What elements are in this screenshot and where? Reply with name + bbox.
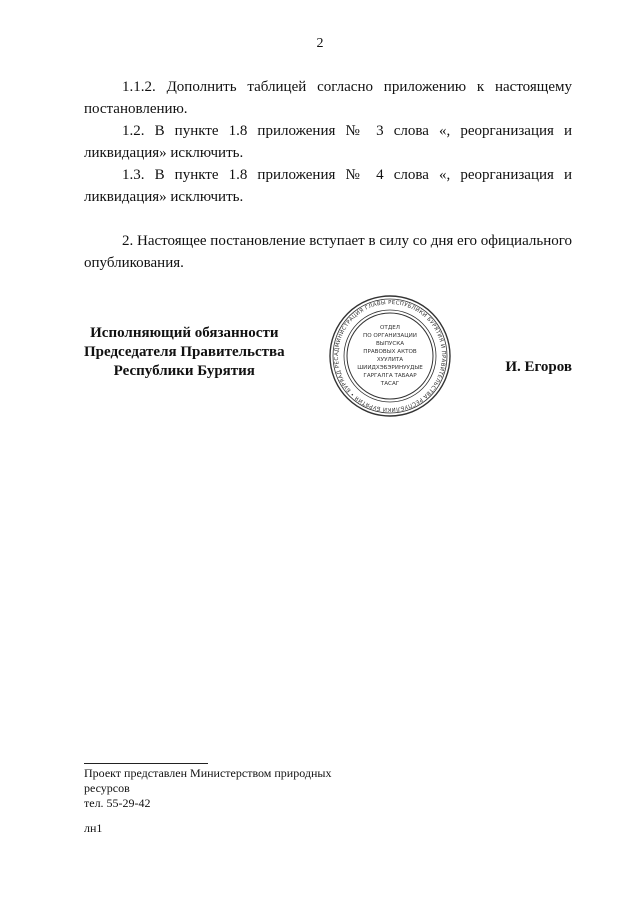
document-body <box>84 76 572 274</box>
footnote-divider <box>84 763 208 764</box>
footnote-line: Проект представлен Министерством природных <box>84 766 332 780</box>
seal-line: ТАСАГ <box>380 381 400 387</box>
signatory-title <box>84 324 285 381</box>
seal-line: ГАРГАЛГА ТАБААР <box>363 373 417 379</box>
paragraph-2: 2. Настоящее постановление вступает в силу со дня его официального опубликования. <box>84 233 572 271</box>
signatory-title-line: Республики Бурятия <box>113 363 255 379</box>
footnote-line: ресурсов <box>84 781 130 795</box>
document-code: лн1 <box>84 821 103 835</box>
paragraph-1-3: 1.3. В пункте 1.8 приложения № 4 слова «, реорганизация и ликвидация» исключить. <box>84 167 572 205</box>
signatory-title-line: Исполняющий обязанности <box>90 325 279 341</box>
footnote <box>84 766 331 836</box>
paragraph-1-2: 1.2. В пункте 1.8 приложения № 3 слова «, реорганизация и ликвидация» исключить. <box>84 123 572 161</box>
seal-ring-text: АДМИНИСТРАЦИЯ ГЛАВЫ РЕСПУБЛИКИ БУРЯТИЯ И ПРАВИТЕЛЬСТВА РЕСПУБЛИКИ БУРЯТИЯ • БУРЯАД РЕС <box>333 299 447 413</box>
seal-line: ШИИДХЭБЭРИНУУДЫЕ <box>357 365 423 371</box>
signatory-name: И. Егоров <box>505 359 572 375</box>
seal-line: ХУУЛИТА <box>376 357 404 363</box>
seal-icon <box>328 291 452 421</box>
seal-line: ОТДЕЛ <box>380 325 400 331</box>
seal-line: ПО ОРГАНИЗАЦИИ <box>363 333 417 339</box>
signatory-title-line: Председателя Правительства <box>84 344 285 360</box>
seal-line: ВЫПУСКА <box>375 341 405 347</box>
paragraph-1-1-2: 1.1.2. Дополнить таблицей согласно приложению к настоящему постановлению. <box>84 79 572 117</box>
seal-line: ПРАВОВЫХ АКТОВ <box>363 349 417 355</box>
official-seal-stamp <box>328 291 452 421</box>
footnote-phone: тел. 55-29-42 <box>84 796 151 810</box>
page-number: 2 <box>316 36 324 51</box>
